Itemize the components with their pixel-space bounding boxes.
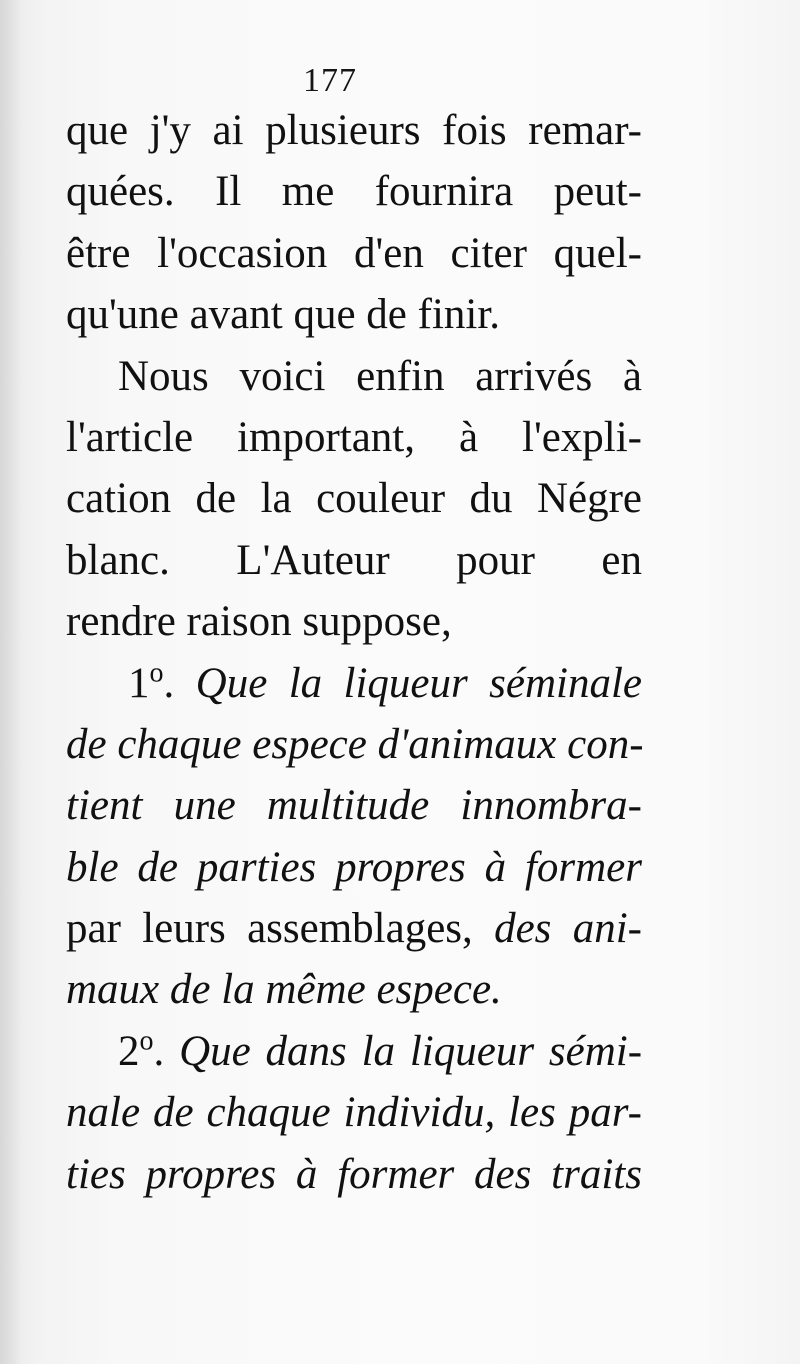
text-line: être l'occasion d'en citer quel- xyxy=(66,229,642,277)
italic-text-line: ties propres à former des traits xyxy=(66,1150,642,1198)
numbered-item-line xyxy=(66,653,642,714)
item-number: 2 xyxy=(118,1027,140,1075)
item-separator: . xyxy=(153,1027,180,1075)
italic-segment: des ani- xyxy=(494,905,642,953)
text-line: cation de la couleur du Négre xyxy=(66,475,642,523)
item-italic-text: Que dans la liqueur sémi- xyxy=(179,1027,643,1075)
paragraph-start-line: Nous voici enfin arrivés à xyxy=(118,352,642,400)
roman-segment: par leurs assemblages, xyxy=(66,905,495,953)
italic-text-line: de chaque espece d'animaux con- xyxy=(66,720,644,768)
text-line: qu'une avant que de finir. xyxy=(66,291,501,339)
italic-text-line: nale de chaque individu, les par- xyxy=(66,1089,642,1137)
text-line: quées. Il me fournira peut- xyxy=(66,168,642,216)
item-ordinal-mark: o xyxy=(149,657,164,689)
item-separator: . xyxy=(163,659,196,707)
text-line: rendre raison suppose, xyxy=(66,598,452,646)
page-number: 177 xyxy=(303,62,357,99)
item-italic-text: Que la liqueur séminale xyxy=(195,659,643,707)
body-text xyxy=(66,100,642,1205)
item-ordinal-mark: o xyxy=(139,1025,154,1057)
gutter-shadow xyxy=(0,0,22,1364)
text-line: l'article important, à l'expli- xyxy=(66,413,642,461)
numbered-item-line xyxy=(66,1021,642,1082)
text-line: que j'y ai plusieurs fois remar- xyxy=(66,107,642,154)
italic-text-line: tient une multitude innombra- xyxy=(66,782,642,830)
mixed-text-line xyxy=(66,898,642,959)
item-number: 1 xyxy=(128,659,150,707)
italic-text-line: ble de parties propres à former xyxy=(66,843,642,891)
text-line: blanc. L'Auteur pour en xyxy=(66,536,642,584)
italic-text-line: maux de la même espece. xyxy=(66,966,502,1014)
